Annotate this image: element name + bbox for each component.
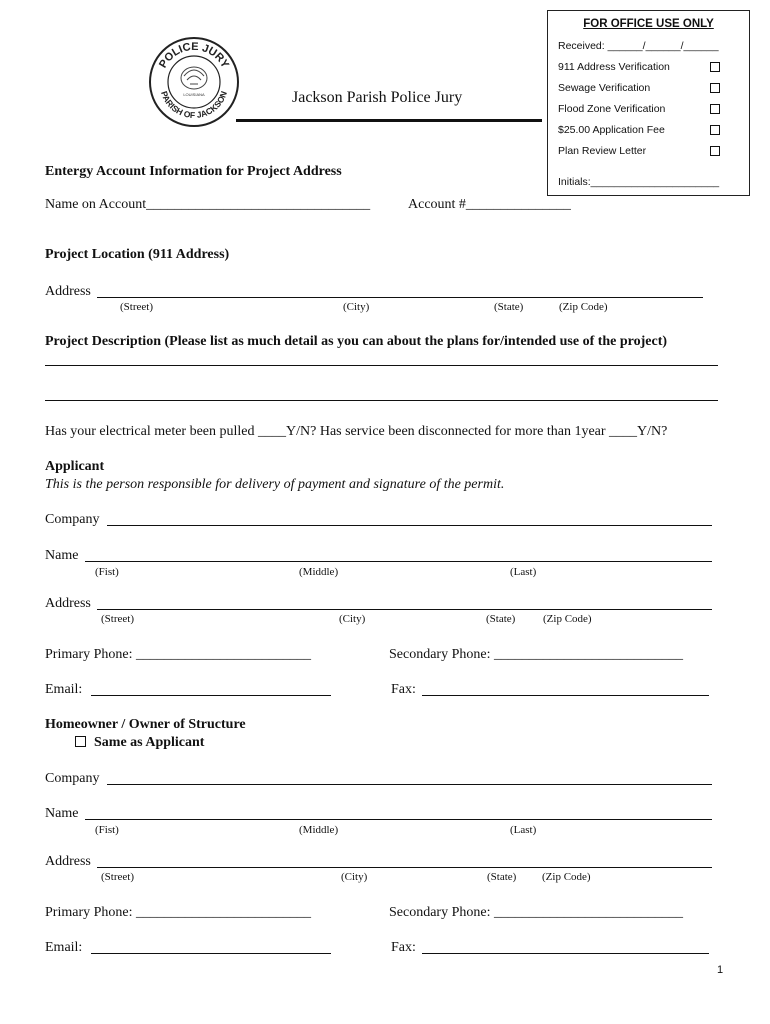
applicant-company-input[interactable] bbox=[107, 525, 712, 526]
office-item-plan-review-letter: Plan Review Letter bbox=[558, 145, 647, 157]
city-caption: (City) bbox=[339, 613, 366, 625]
same-as-applicant-option[interactable] bbox=[75, 735, 204, 751]
office-checkbox-911-verification[interactable] bbox=[710, 62, 720, 72]
svg-text:PARISH OF JACKSON: PARISH OF JACKSON bbox=[159, 89, 229, 121]
street-caption: (Street) bbox=[120, 301, 153, 313]
first-caption: (Fist) bbox=[95, 824, 119, 836]
street-caption: (Street) bbox=[101, 613, 134, 625]
applicant-address-label: Address bbox=[45, 596, 91, 611]
organization-name: Jackson Parish Police Jury bbox=[292, 89, 463, 106]
office-item-application-fee: $25.00 Application Fee bbox=[558, 124, 665, 136]
meter-question[interactable]: Has your electrical meter been pulled ____Y/N? Has service been disconnected for more than 1year ____Y/N? bbox=[45, 424, 668, 439]
entergy-heading: Entergy Account Information for Project Address bbox=[45, 164, 342, 179]
svg-text:POLICE JURY: POLICE JURY bbox=[156, 40, 232, 71]
first-caption: (Fist) bbox=[95, 566, 119, 578]
state-caption: (State) bbox=[487, 871, 517, 883]
initials-field[interactable]: Initials:______________________ bbox=[558, 176, 720, 188]
city-caption: (City) bbox=[343, 301, 370, 313]
owner-name-input[interactable] bbox=[85, 819, 712, 820]
header-rule bbox=[236, 119, 542, 122]
applicant-primary-phone-field[interactable]: Primary Phone: _________________________ bbox=[45, 647, 311, 662]
state-caption: (State) bbox=[486, 613, 516, 625]
owner-fax-input[interactable] bbox=[422, 953, 709, 954]
owner-company-label: Company bbox=[45, 771, 100, 786]
city-caption: (City) bbox=[341, 871, 368, 883]
owner-company-input[interactable] bbox=[107, 784, 712, 785]
project-address-label: Address bbox=[45, 284, 91, 299]
owner-email-input[interactable] bbox=[91, 953, 331, 954]
applicant-email-input[interactable] bbox=[91, 695, 331, 696]
owner-email-label: Email: bbox=[45, 940, 83, 955]
applicant-company-label: Company bbox=[45, 512, 100, 527]
owner-heading: Homeowner / Owner of Structure bbox=[45, 717, 246, 732]
middle-caption: (Middle) bbox=[299, 824, 339, 836]
office-item-flood-zone-verification: Flood Zone Verification bbox=[558, 103, 666, 115]
office-checkbox-sewage-verification[interactable] bbox=[710, 83, 720, 93]
svg-text:LOUISIANA: LOUISIANA bbox=[183, 92, 205, 97]
owner-secondary-phone-field[interactable]: Secondary Phone: ___________________________ bbox=[389, 905, 683, 920]
police-jury-seal-logo bbox=[148, 36, 240, 128]
office-checkbox-flood-zone-verification[interactable] bbox=[710, 104, 720, 114]
office-use-title: FOR OFFICE USE ONLY bbox=[583, 18, 714, 30]
same-as-applicant-label: Same as Applicant bbox=[94, 735, 205, 750]
owner-fax-label: Fax: bbox=[391, 940, 416, 955]
office-item-sewage-verification: Sewage Verification bbox=[558, 82, 651, 94]
received-field[interactable]: Received: ______/______/______ bbox=[558, 40, 719, 52]
project-description-line-2[interactable] bbox=[45, 400, 718, 401]
street-caption: (Street) bbox=[101, 871, 134, 883]
project-location-heading: Project Location (911 Address) bbox=[45, 247, 230, 262]
account-number-field[interactable]: Account #_______________ bbox=[408, 197, 571, 212]
middle-caption: (Middle) bbox=[299, 566, 339, 578]
owner-address-input[interactable] bbox=[97, 867, 712, 868]
office-use-box bbox=[547, 10, 750, 196]
applicant-name-label: Name bbox=[45, 548, 79, 563]
applicant-subtext: This is the person responsible for delivery of payment and signature of the permit. bbox=[45, 477, 505, 492]
page-number: 1 bbox=[717, 964, 724, 976]
applicant-email-label: Email: bbox=[45, 682, 83, 697]
zip-caption: (Zip Code) bbox=[542, 871, 591, 883]
project-address-input[interactable] bbox=[97, 297, 703, 298]
applicant-name-input[interactable] bbox=[85, 561, 712, 562]
applicant-secondary-phone-field[interactable]: Secondary Phone: ___________________________ bbox=[389, 647, 683, 662]
office-checkbox-application-fee[interactable] bbox=[710, 125, 720, 135]
zip-caption: (Zip Code) bbox=[543, 613, 592, 625]
applicant-address-input[interactable] bbox=[97, 609, 712, 610]
project-description-heading: Project Description (Please list as much detail as you can about the plans for/intended use of the project) bbox=[45, 334, 668, 349]
applicant-heading: Applicant bbox=[45, 459, 105, 474]
office-item-911-verification: 911 Address Verification bbox=[558, 61, 670, 73]
owner-primary-phone-field[interactable]: Primary Phone: _________________________ bbox=[45, 905, 311, 920]
owner-address-label: Address bbox=[45, 854, 91, 869]
office-checkbox-plan-review-letter[interactable] bbox=[710, 146, 720, 156]
owner-name-label: Name bbox=[45, 806, 79, 821]
same-as-applicant-checkbox[interactable] bbox=[75, 736, 86, 747]
applicant-fax-label: Fax: bbox=[391, 682, 416, 697]
last-caption: (Last) bbox=[510, 824, 537, 836]
zip-caption: (Zip Code) bbox=[559, 301, 608, 313]
last-caption: (Last) bbox=[510, 566, 537, 578]
project-description-line-1[interactable] bbox=[45, 365, 718, 366]
state-caption: (State) bbox=[494, 301, 524, 313]
applicant-fax-input[interactable] bbox=[422, 695, 709, 696]
name-on-account-field[interactable]: Name on Account________________________________ bbox=[45, 197, 371, 212]
